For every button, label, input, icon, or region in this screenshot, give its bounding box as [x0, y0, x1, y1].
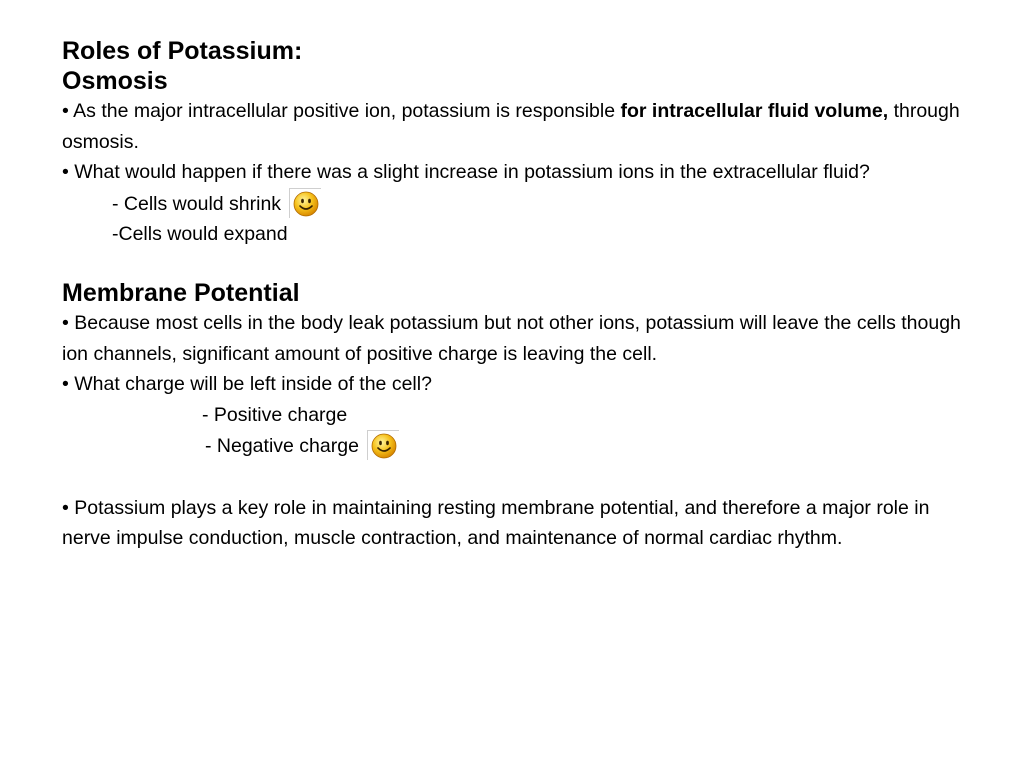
osmosis-bullet-2: • What would happen if there was a slight increase in potassium ions in the extracellular fluid?	[62, 161, 870, 184]
smiley-face-icon	[289, 188, 321, 218]
paragraph-spacer	[62, 462, 972, 493]
membrane-answer-2	[62, 430, 972, 462]
smiley-face-icon	[367, 430, 399, 460]
osmosis-answer-1	[62, 188, 972, 220]
membrane-bullet-2: • What charge will be left inside of the cell?	[62, 373, 432, 396]
section-heading-osmosis: Osmosis	[62, 67, 168, 95]
section-spacer	[62, 250, 972, 274]
section-heading-membrane-potential: Membrane Potential	[62, 278, 300, 307]
osmosis-bullet-1-emphasis: for intracellular fluid volume,	[620, 100, 889, 122]
membrane-answer-1: - Positive charge	[202, 403, 348, 426]
osmosis-answer-2: -Cells would expand	[112, 223, 288, 246]
osmosis-bullet-1-tail: through osmosis.	[62, 100, 960, 153]
membrane-bullet-1: • Because most cells in the body leak potassium but not other ions, potassium will leave the cells though ion channels, significant amount of positive charge is leaving the cell.	[62, 311, 961, 365]
membrane-answer-2-text: - Negative charge	[205, 435, 359, 458]
osmosis-bullet-1	[62, 96, 972, 157]
osmosis-answer-1-text: - Cells would shrink	[112, 192, 282, 215]
membrane-bullet-3: • Potassium plays a key role in maintaining resting membrane potential, and therefore a major role in nerve impulse conduction, muscle contraction, and maintenance of normal cardiac rhythm.	[62, 496, 930, 550]
slide-content	[62, 36, 972, 554]
osmosis-bullet-1-text: • As the major intracellular positive ion, potassium is responsible	[62, 100, 621, 122]
slide-title: Roles of Potassium:	[62, 37, 303, 65]
